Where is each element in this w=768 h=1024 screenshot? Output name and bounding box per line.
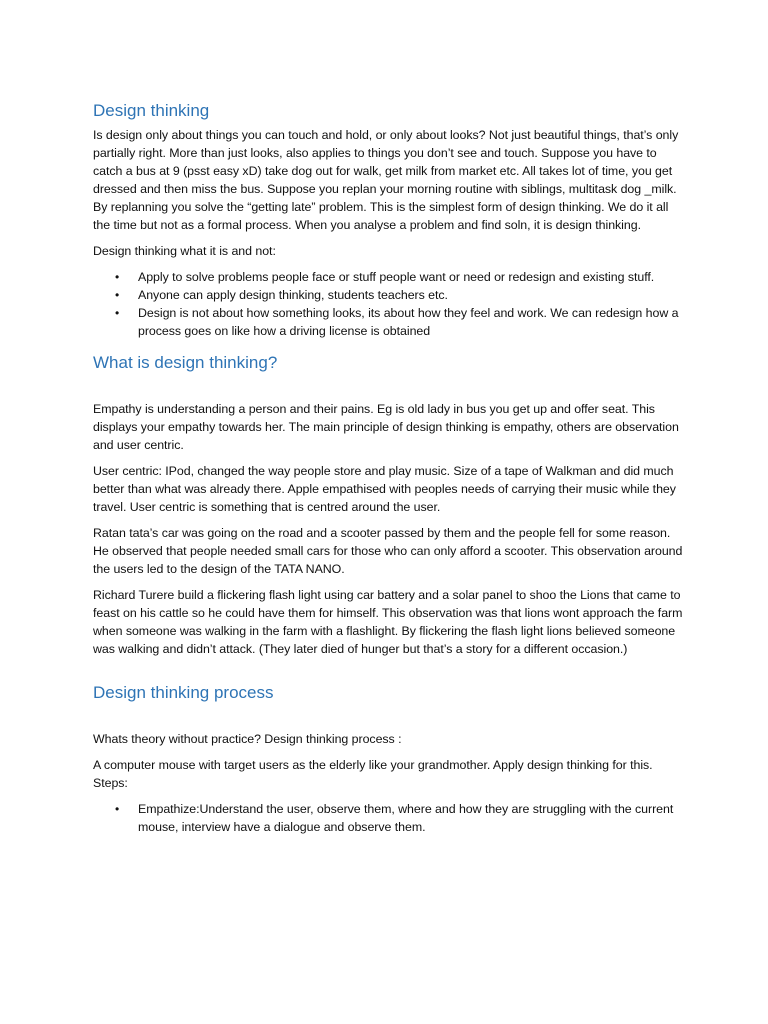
list-item [93, 286, 683, 304]
bullet-list-what-it-is [93, 268, 683, 340]
paragraph-empathy: Empathy is understanding a person and their pains. Eg is old lady in bus you get up and offer seat. This displays your empathy towards her. The main principle of design thinking is empathy, others are observation and user centric. [93, 402, 679, 452]
paragraph-theory-practice: Whats theory without practice? Design thinking process : [93, 732, 402, 746]
list-item-text: Empathize:Understand the user, observe them, where and how they are struggling with the current mouse, interview have a dialogue and observe them. [138, 802, 674, 834]
bullet-icon: • [115, 288, 120, 302]
paragraph-computer-mouse: A computer mouse with target users as the elderly like your grandmother. Apply design thinking for this. Steps: [93, 758, 653, 790]
paragraph-intro: Is design only about things you can touch and hold, or only about looks? Not just beautiful things, that’s only partially right. More than just looks, also applies to things you don’t see and touch. Suppose you have to catch a bus at 9 (psst easy xD) take dog out for walk, get milk from market etc. All takes lot of time, you get dressed and then miss the bus. Suppose you replan your morning routine with siblings, multitask dog _milk. By replanning you solve the “getting late” problem. This is the simplest form of design thinking. We do it all the time but not as a formal process. When you analyse a problem and find soln, it is design thinking. [93, 128, 679, 232]
bullet-list-steps [93, 800, 683, 836]
list-item-text: Design is not about how something looks, its about how they feel and work. We can redesign how a process goes on like how a driving license is obtained [138, 306, 679, 338]
bullet-icon: • [115, 306, 120, 320]
bullet-icon: • [115, 802, 120, 816]
paragraph-what-it-is: Design thinking what it is and not: [93, 244, 276, 258]
list-item [93, 304, 683, 340]
bullet-icon: • [115, 270, 120, 284]
heading-what-is-design-thinking: What is design thinking? [93, 353, 278, 372]
heading-design-thinking-process: Design thinking process [93, 683, 274, 702]
paragraph-user-centric: User centric: IPod, changed the way people store and play music. Size of a tape of Walkman and did much better than what was already there. Apple empathised with peoples needs of carrying their music while they travel. User centric is something that is centred around the user. [93, 464, 676, 514]
list-item-text: Apply to solve problems people face or stuff people want or need or redesign and existing stuff. [138, 270, 655, 284]
paragraph-tata-nano: Ratan tata’s car was going on the road and a scooter passed by them and the people fell for some reason. He observed that people needed small cars for those who can only afford a scooter. This observation around the users led to the design of the TATA NANO. [93, 526, 683, 576]
document-page [93, 100, 683, 842]
spacer [93, 666, 683, 682]
spacer [93, 378, 683, 400]
list-item [93, 800, 683, 836]
list-item-text: Anyone can apply design thinking, students teachers etc. [138, 288, 448, 302]
list-item [93, 268, 683, 286]
heading-design-thinking: Design thinking [93, 101, 210, 120]
paragraph-richard-turere: Richard Turere build a flickering flash light using car battery and a solar panel to shoo the Lions that came to feast on his cattle so he could have them for himself. This observation was that lions wont approach the farm when someone was walking in the farm with a flashlight. By flickering the flash light lions believed someone was walking and didn’t attack. (They later died of hunger but that’s a story for a different occasion.) [93, 588, 683, 656]
spacer [93, 708, 683, 730]
